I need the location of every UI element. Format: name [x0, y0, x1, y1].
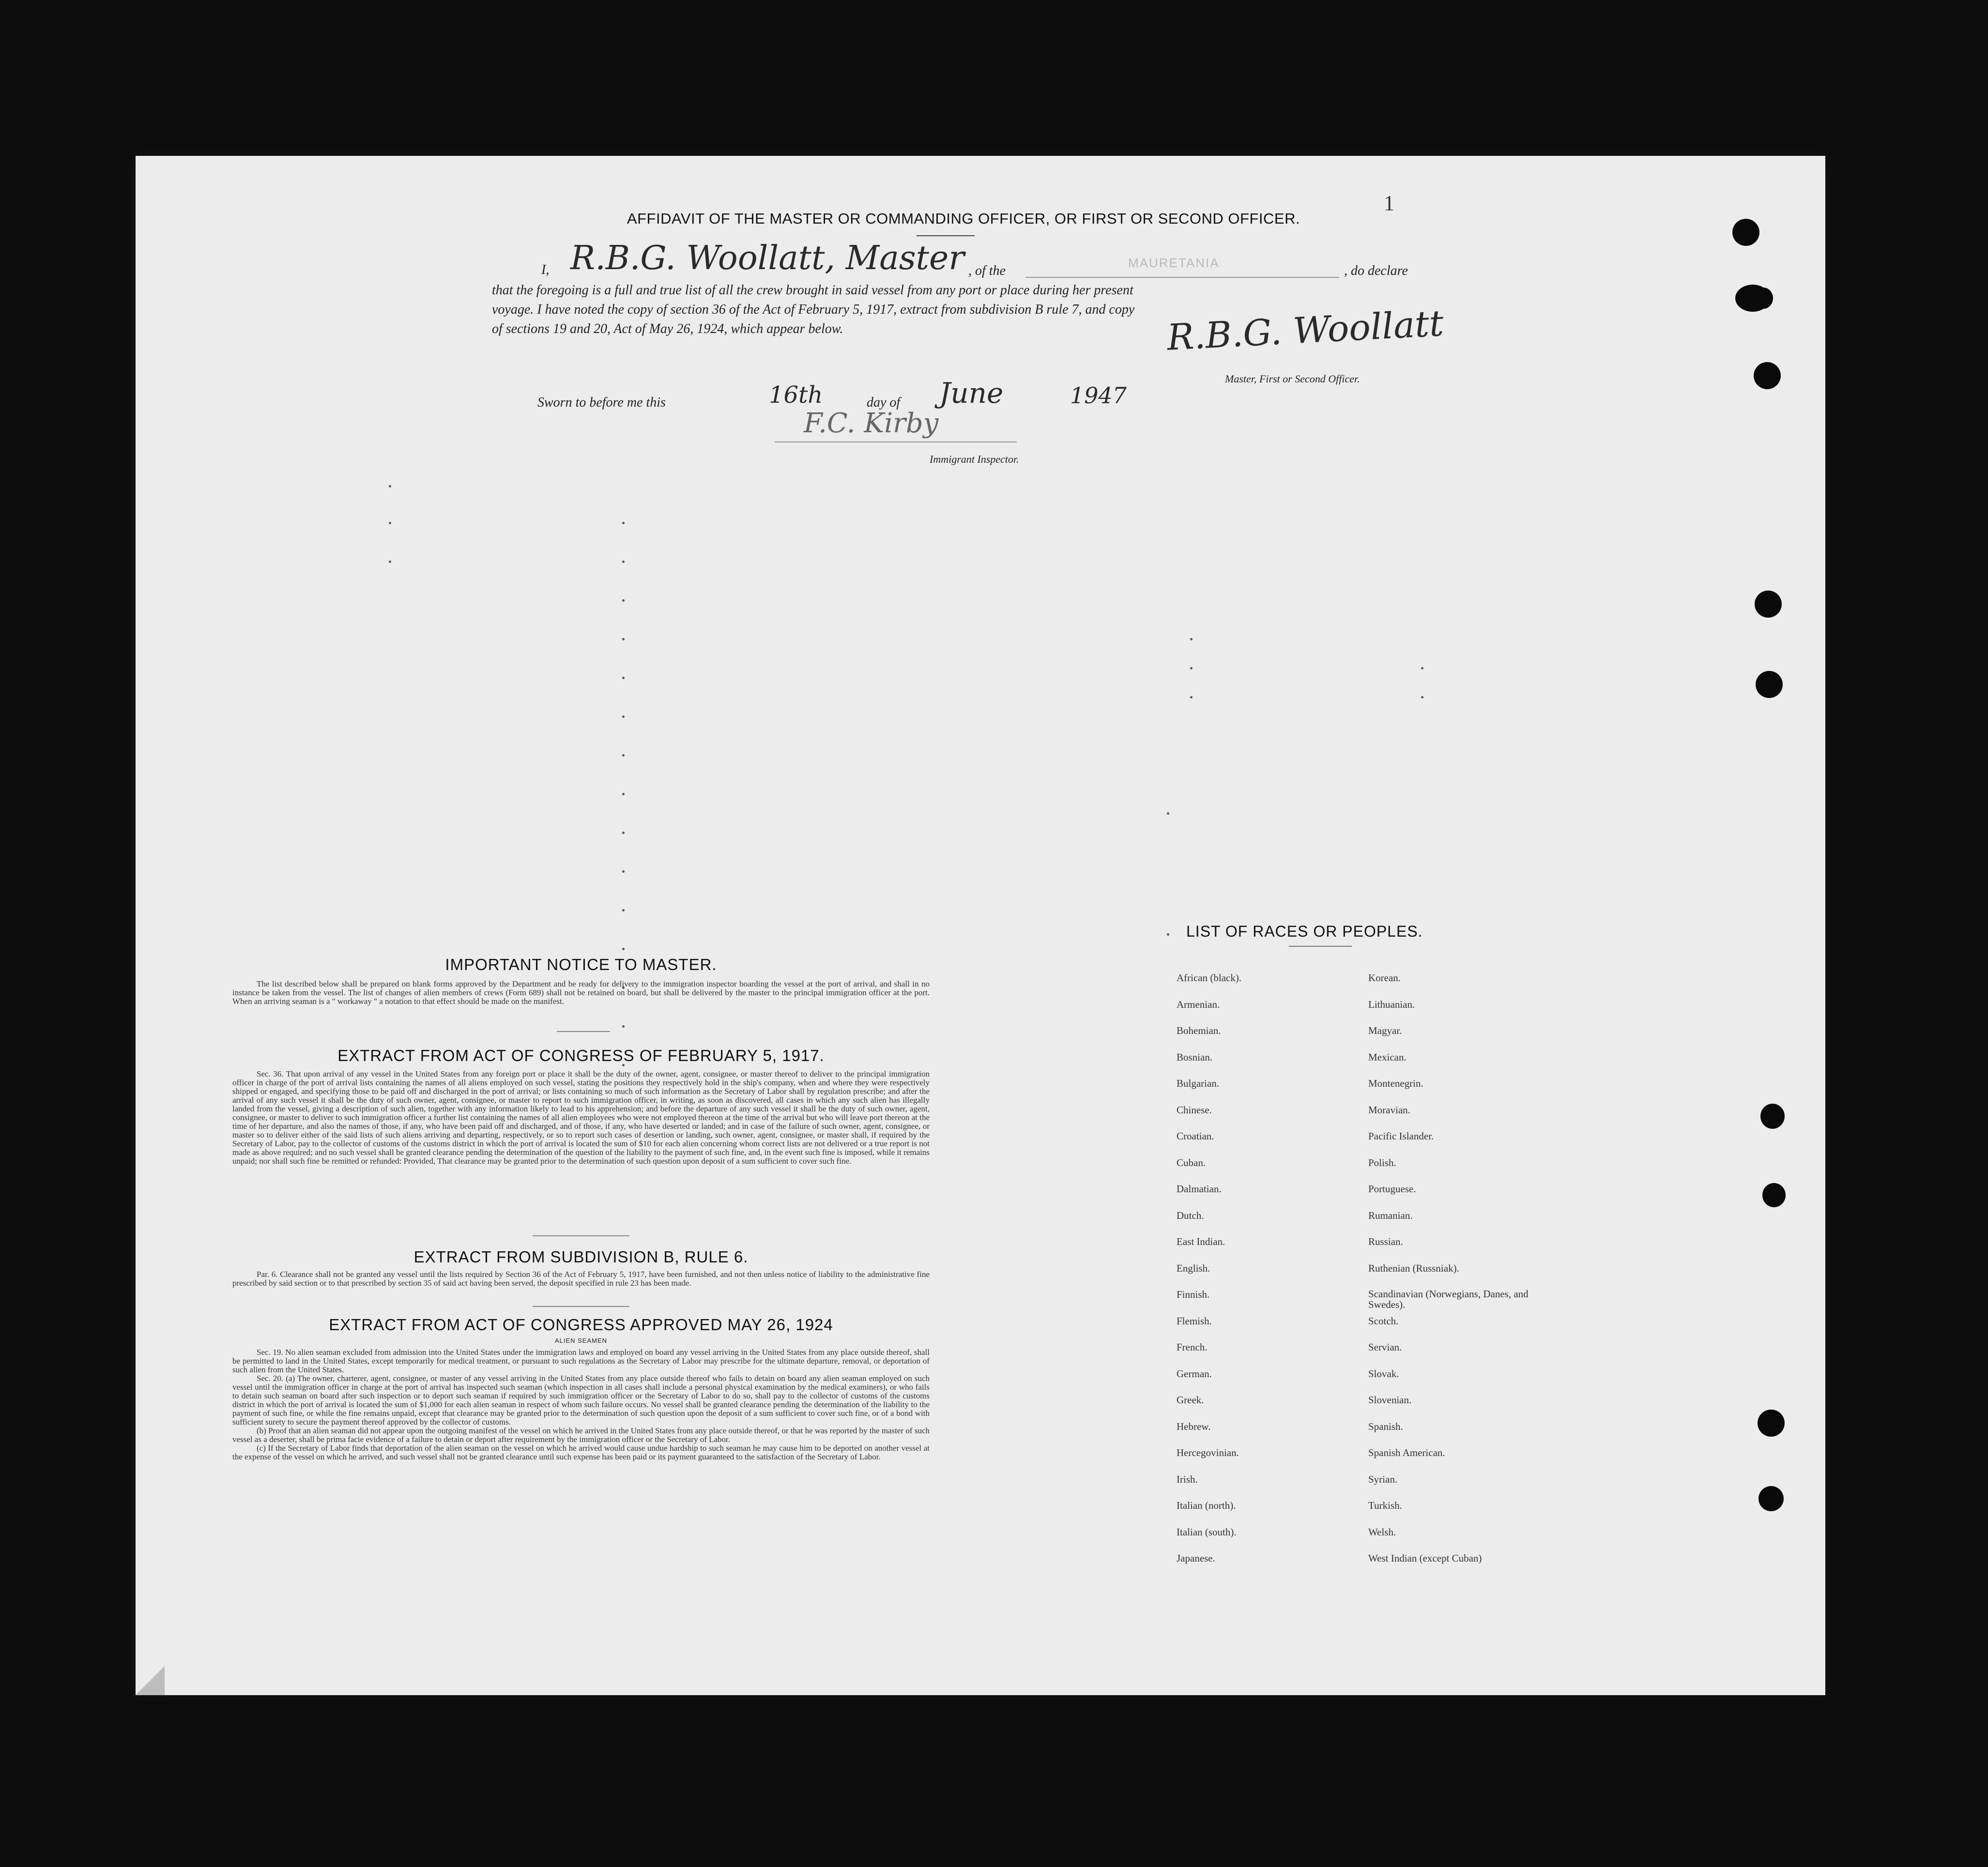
- extract-1924-subtitle: ALIEN SEAMEN: [554, 1337, 608, 1344]
- race-item: Welsh.: [1368, 1526, 1396, 1538]
- notice-section: [232, 956, 930, 1006]
- sec-20c-text: (c) If the Secretary of Labor finds that deportation of the alien seaman on the vessel on which he arrived would cause undue hardship to such seaman he may cause him to be deported on another vessel at the expense of the vessel on which he arrived, and such vessel shall not be granted clearance until such expense has been paid or its payment guaranteed to the satisfaction of the Secretary of Labor.: [232, 1443, 930, 1461]
- faint-mark: [389, 561, 391, 563]
- binder-hole: [1732, 219, 1759, 246]
- race-item: Lithuanian.: [1368, 998, 1415, 1010]
- extract-1924-title: EXTRACT FROM ACT OF CONGRESS APPROVED MAY 26, 1924: [329, 1316, 833, 1334]
- race-item: Slovenian.: [1368, 1394, 1412, 1406]
- faint-mark: [389, 485, 391, 487]
- binder-hole: [1758, 1410, 1785, 1437]
- page-number-mark: 1: [1384, 191, 1394, 215]
- race-item: Spanish.: [1368, 1420, 1403, 1432]
- race-item: Scandinavian (Norwegians, Danes, and Swedes).: [1368, 1288, 1529, 1310]
- subdivision-b-section: [232, 1248, 930, 1288]
- faint-mark: [1421, 696, 1423, 698]
- signature-caption: Master, First or Second Officer.: [1225, 373, 1360, 385]
- race-item: French.: [1177, 1341, 1208, 1353]
- race-item: Scotch.: [1368, 1315, 1399, 1327]
- notice-text: The list described below shall be prepared on blank forms approved by the Department and be ready for delivery to the immigration inspector boarding the vessel at the port of arrival, and shall in no instance be taken from the vessel. The list of changes of alien members of crews (Form 689) shall not be retained on board, but shall be delivered by the master to the principal immigration officer at the port. When an arriving seaman is a " workaway " a notation to that effect should be made on the manifest.: [232, 979, 930, 1006]
- race-item: German.: [1177, 1367, 1212, 1380]
- section-divider: [533, 1306, 629, 1307]
- race-item: Flemish.: [1177, 1315, 1212, 1327]
- race-item: English.: [1177, 1262, 1210, 1274]
- extract-1917-text: Sec. 36. That upon arrival of any vessel in the United States from any foreign port or place it shall be the duty of the owner, agent, consignee, or master thereof to deliver to the principal immigration officer in charge of the port of arrival lists containing the names of all aliens employed on such vessel, stating the positions they respectively hold in the ship's company, when and where they were respectively shipped or engaged, and specifying those to be paid off and discharged in the port of arrival; or lists containing so much of such information as the Secretary of Labor shall by regulation prescribe; and after the arrival of any such vessel it shall be the duty of such owner, agent, consignee, or master to report to such immigration officer, in writing, as soon as discovered, all cases in which any such alien has illegally landed from the vessel, giving a description of such alien, together with any information likely to lead to his apprehension; and before the departure of any such vessel it shall be the duty of such owner, agent, consignee, or master to deliver to such immigration officer a further list containing the names of all alien employees who were not employed thereon at the time of the arrival but who will leave port thereon at the time of her departure, and also the names of those, if any, who have been paid off and discharged, and of those, if any, who have deserted or landed; and in case of the failure of such owner, agent, consignee, or master so to deliver either of the said lists of such aliens arriving and departing, respectively, or so to report such cases of desertion or landing, such owner, agent, consignee, or master shall, if required by the Secretary of Labor, pay to the collector of customs of the customs district in which the port of arrival is located the sum of $10 for each alien concerning whom correct lists are not delivered or a true report is not made as above required; and no such vessel shall be granted clearance pending the determination of the question of the liability to the payment of such fine, and, in the event such fine is imposed, while it remains unpaid; nor shall such fine be remitted or refunded: Provided, That clearance may be granted prior to the determination of such question upon deposit of a sum sufficient to cover such fine.: [232, 1069, 930, 1166]
- faint-mark: [622, 599, 625, 602]
- race-item: West Indian (except Cuban): [1368, 1552, 1482, 1564]
- faint-mark: [622, 561, 625, 563]
- race-item: Turkish.: [1368, 1500, 1402, 1511]
- faint-mark: [622, 1025, 625, 1028]
- affidavit-line-3: voyage. I have noted the copy of section 36 of the Act of February 5, 1917, extract from subdivision B rule 7, and copy: [492, 302, 1135, 317]
- sworn-day: 16th: [769, 381, 823, 409]
- faint-mark: [1190, 638, 1193, 640]
- title-divider: [917, 235, 975, 236]
- binder-hole: [1755, 591, 1782, 618]
- race-item: Korean.: [1368, 972, 1401, 984]
- faint-mark: [1421, 667, 1423, 669]
- faint-mark: [622, 677, 625, 679]
- faint-mark: [1167, 933, 1169, 936]
- race-item: East Indian.: [1177, 1236, 1225, 1247]
- inspector-caption: Immigrant Inspector.: [930, 453, 1019, 465]
- faint-mark: [622, 870, 625, 873]
- affidavit-title: AFFIDAVIT OF THE MASTER OR COMMANDING OFFICER, OR FIRST OR SECOND OFFICER.: [627, 210, 1300, 227]
- race-item: Pacific Islander.: [1368, 1130, 1434, 1142]
- race-item: Mexican.: [1368, 1051, 1407, 1063]
- affidavit-line-4: of sections 19 and 20, Act of May 26, 1924, which appear below.: [492, 321, 843, 336]
- vessel-name-stamp: MAURETANIA: [1128, 256, 1220, 270]
- race-item: African (black).: [1177, 972, 1242, 984]
- faint-mark: [622, 754, 625, 757]
- inspector-line: [775, 441, 1017, 442]
- of-the-label: , of the: [968, 263, 1006, 278]
- section-divider: [557, 1031, 610, 1032]
- race-item: Russian.: [1368, 1236, 1403, 1247]
- binder-hole: [1754, 362, 1781, 389]
- race-item: Croatian.: [1177, 1130, 1214, 1142]
- notice-title: IMPORTANT NOTICE TO MASTER.: [445, 956, 717, 973]
- extract-1917-title: EXTRACT FROM ACT OF CONGRESS OF FEBRUARY 5, 1917.: [337, 1047, 825, 1064]
- race-item: Dutch.: [1177, 1209, 1204, 1221]
- do-declare-label: , do declare: [1344, 263, 1408, 278]
- faint-mark: [622, 522, 625, 524]
- day-of-label: day of: [867, 395, 901, 410]
- race-item: Chinese.: [1177, 1104, 1212, 1116]
- faint-mark: [622, 638, 625, 640]
- master-signature: R.B.G. Woollatt: [1166, 303, 1445, 359]
- races-divider: [1289, 946, 1352, 947]
- races-title: LIST OF RACES OR PEOPLES.: [1186, 923, 1423, 940]
- affidavit-line-2: that the foregoing is a full and true list of all the crew brought in said vessel from any port or place during her present: [492, 283, 1133, 298]
- race-item: Bulgarian.: [1177, 1078, 1220, 1089]
- faint-mark: [1167, 812, 1169, 815]
- race-item: Hebrew.: [1177, 1420, 1211, 1432]
- race-item: Moravian.: [1368, 1104, 1410, 1116]
- race-item: Italian (south).: [1177, 1526, 1237, 1538]
- race-item: Spanish American.: [1368, 1447, 1445, 1458]
- race-item: Greek.: [1177, 1394, 1204, 1406]
- sworn-year: 1947: [1070, 382, 1127, 409]
- faint-mark: [1190, 667, 1193, 669]
- extract-1924-section: [232, 1316, 930, 1461]
- race-item: Servian.: [1368, 1341, 1402, 1353]
- race-item: Japanese.: [1177, 1552, 1215, 1564]
- binder-hole: [1760, 1104, 1785, 1129]
- race-item: Hercegovinian.: [1177, 1447, 1239, 1458]
- page-corner-fold: [136, 1666, 165, 1695]
- manifest-page: [136, 156, 1825, 1695]
- binder-hole: [1756, 671, 1783, 698]
- race-item: Syrian.: [1368, 1473, 1398, 1485]
- race-item: Irish.: [1177, 1473, 1198, 1485]
- race-item: Armenian.: [1177, 998, 1220, 1010]
- faint-mark: [622, 793, 625, 795]
- sec-19-text: Sec. 19. No alien seaman excluded from admission into the United States under the immigration laws and employed on board any vessel arriving in the United States from any place outside thereof, shall be permitted to land in the United States, except temporarily for medical treatment, or pursuant to such regulations as the Secretary of Labor may prescribe for the ultimate departure, removal, or deportation of such alien from the United States.: [232, 1348, 930, 1374]
- race-item: Ruthenian (Russniak).: [1368, 1262, 1459, 1274]
- race-item: Montenegrin.: [1368, 1078, 1423, 1089]
- faint-mark: [622, 909, 625, 911]
- race-item: Rumanian.: [1368, 1209, 1413, 1221]
- sec-20b-text: (b) Proof that an alien seaman did not appear upon the outgoing manifest of the vessel on which he arrived in the United States from any place outside thereof, or that he was reported by the master of such vessel as a deserter, shall be prima facie evidence of a failure to detain or deport after requirement by the immigration officer or the Secretary of Labor.: [232, 1426, 930, 1444]
- binder-hole: [1762, 1183, 1786, 1207]
- i-label: I,: [541, 262, 550, 277]
- faint-mark: [622, 948, 625, 950]
- race-item: Dalmatian.: [1177, 1183, 1222, 1195]
- binder-hole: [1754, 288, 1773, 309]
- race-item: Italian (north).: [1177, 1500, 1236, 1511]
- race-item: Portuguese.: [1368, 1183, 1416, 1195]
- subdivision-b-text: Par. 6. Clearance shall not be granted any vessel until the lists required by Section 36 of the Act of February 5, 1917, have been furnished, and not then unless notice of liability to the administrative fine prescribed by said section or to that prescribed by section 35 of said act having been served, the deposit specified in rule 23 has been made.: [232, 1270, 930, 1288]
- race-item: Polish.: [1368, 1156, 1396, 1169]
- sec-20a-text: Sec. 20. (a) The owner, charterer, agent, consignee, or master of any vessel arriving in the United States from any place outside thereof who fails to detain on board any alien seaman employed on such vessel until the immigration officer in charge at the port of arrival has inspected such seaman (which inspection in all cases shall include a personal physical examination by the medical examiners), or who fails to detain such seaman on board after such inspection or to deport such seaman if required by such immigration officer or the Secretary of Labor to do so, shall pay to the collector of customs of the customs district in which the port of arrival is located the sum of $1,000 for each alien seaman in respect of whom such failure occurs. No vessel shall be granted clearance pending the determination of the liability to the payment of such fine, or while the fine remains unpaid, except that clearance may be granted prior to the determination of such question upon the deposit of a sum sufficient to cover such fine, or of a bond with sufficient surety to secure the payment thereof approved by the collector of customs.: [232, 1374, 930, 1427]
- section-divider: [533, 1235, 629, 1236]
- inspector-signature: F.C. Kirby: [804, 408, 939, 439]
- vessel-line: [1025, 277, 1339, 278]
- sworn-label: Sworn to before me this: [537, 395, 666, 410]
- race-item: Bohemian.: [1177, 1025, 1221, 1036]
- master-name-handwritten: R.B.G. Woollatt, Master: [570, 239, 964, 277]
- subdivision-b-title: EXTRACT FROM SUBDIVISION B, RULE 6.: [413, 1248, 749, 1266]
- extract-1917-section: [232, 1047, 930, 1166]
- faint-mark: [1190, 696, 1193, 698]
- race-item: Finnish.: [1177, 1289, 1210, 1300]
- faint-mark: [622, 715, 625, 718]
- faint-mark: [389, 522, 391, 524]
- sworn-month: June: [939, 377, 1004, 410]
- faint-mark: [622, 832, 625, 834]
- race-item: Bosnian.: [1177, 1051, 1213, 1063]
- race-item: Slovak.: [1368, 1367, 1399, 1380]
- binder-hole: [1759, 1486, 1784, 1511]
- race-item: Cuban.: [1177, 1156, 1206, 1169]
- race-item: Magyar.: [1368, 1025, 1402, 1036]
